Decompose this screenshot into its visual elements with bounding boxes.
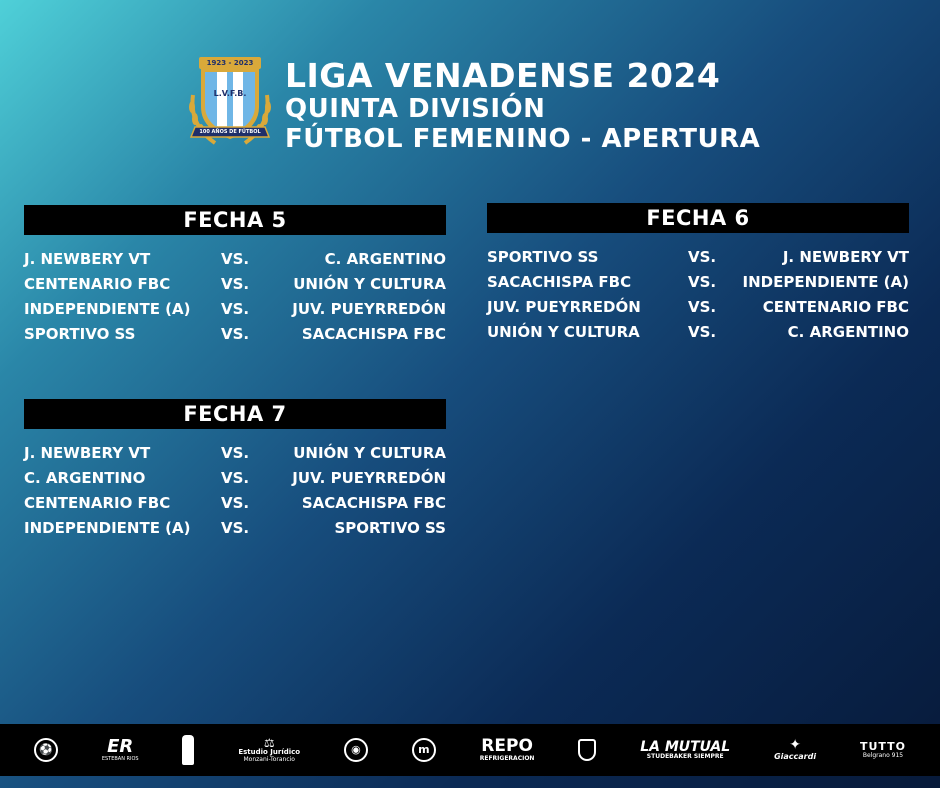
- home-team: INDEPENDIENTE (A): [24, 519, 191, 537]
- away-team: JUV. PUEYRREDÓN: [292, 300, 446, 318]
- home-team: SPORTIVO SS: [487, 248, 599, 266]
- sponsor-name: REPO: [481, 735, 533, 756]
- match-row: [24, 441, 446, 466]
- fecha-title: FECHA 6: [487, 203, 909, 233]
- away-team: UNIÓN Y CULTURA: [293, 275, 446, 293]
- sponsor-logo: [238, 737, 300, 763]
- vs-label: VS.: [221, 250, 250, 268]
- vs-label: VS.: [221, 494, 250, 512]
- match-row: [24, 297, 446, 322]
- sponsor-logo: [578, 739, 596, 761]
- home-team: SPORTIVO SS: [24, 325, 136, 343]
- vs-label: VS.: [221, 325, 250, 343]
- vs-label: VS.: [688, 273, 717, 291]
- crest-letters: L.V.F.B.: [213, 89, 247, 98]
- away-team: SACACHISPA FBC: [301, 325, 446, 343]
- sponsor-logo: [34, 738, 58, 762]
- sponsor-subtitle: ESTEBAN RIOS: [101, 755, 139, 762]
- match-row: [24, 272, 446, 297]
- page-subtitle-2: FÚTBOL FEMENINO - APERTURA: [285, 124, 761, 154]
- vs-label: VS.: [221, 275, 250, 293]
- page-subtitle: QUINTA DIVISIÓN: [285, 94, 546, 124]
- bottle-icon: [182, 735, 194, 765]
- fecha-7-block: [24, 399, 446, 541]
- away-team: C. ARGENTINO: [324, 250, 446, 268]
- vs-label: VS.: [221, 519, 250, 537]
- sponsor-logo: [774, 738, 816, 761]
- away-team: UNIÓN Y CULTURA: [293, 444, 446, 462]
- sponsor-logo: [344, 738, 368, 762]
- vs-label: VS.: [221, 469, 250, 487]
- page-title: LIGA VENADENSE 2024: [285, 56, 721, 95]
- away-team: CENTENARIO FBC: [762, 298, 909, 316]
- sponsor-subtitle: REFRIGERACION: [479, 754, 535, 762]
- sponsor-name: Giaccardi: [774, 752, 817, 762]
- sponsor-logo: [182, 735, 194, 765]
- home-team: JUV. PUEYRREDÓN: [487, 298, 641, 316]
- fecha-5-block: [24, 205, 446, 347]
- away-team: JUV. PUEYRREDÓN: [292, 469, 446, 487]
- vs-label: VS.: [688, 298, 717, 316]
- bird-icon: ✦: [789, 737, 801, 754]
- match-row: [487, 245, 909, 270]
- sponsor-logo: [640, 740, 730, 761]
- home-team: UNIÓN Y CULTURA: [487, 323, 640, 341]
- away-team: C. ARGENTINO: [787, 323, 909, 341]
- match-row: [24, 491, 446, 516]
- home-team: INDEPENDIENTE (A): [24, 300, 191, 318]
- fecha-6-block: [487, 203, 909, 345]
- away-team: J. NEWBERY VT: [782, 248, 909, 266]
- sponsor-name: TUTTO: [859, 740, 906, 754]
- header-titles: [285, 56, 761, 154]
- vs-label: VS.: [221, 444, 250, 462]
- fecha-title: FECHA 7: [24, 399, 446, 429]
- crest-years: 1923 - 2023: [206, 59, 254, 67]
- sponsors-bar: [0, 724, 940, 776]
- fecha-title: FECHA 5: [24, 205, 446, 235]
- sponsor-logo: [479, 735, 535, 762]
- match-row: [24, 516, 446, 541]
- away-team: SPORTIVO SS: [334, 519, 446, 537]
- sponsor-subtitle: Monzani-Torancio: [243, 755, 295, 763]
- match-row: [24, 247, 446, 272]
- crest-ribbon: 100 AÑOS DE FÚTBOL: [199, 129, 261, 135]
- home-team: J. NEWBERY VT: [24, 444, 151, 462]
- away-team: SACACHISPA FBC: [301, 494, 446, 512]
- match-row: [24, 322, 446, 347]
- vs-label: VS.: [221, 300, 250, 318]
- home-team: CENTENARIO FBC: [24, 275, 171, 293]
- home-team: CENTENARIO FBC: [24, 494, 171, 512]
- home-team: C. ARGENTINO: [24, 469, 146, 487]
- vs-label: VS.: [688, 323, 717, 341]
- sponsor-subtitle: Belgrano 915: [862, 751, 904, 759]
- sponsor-name: ER: [107, 735, 134, 757]
- sponsor-name: Estudio Jurídico: [238, 748, 301, 757]
- mf-circle-icon: m: [412, 738, 436, 762]
- vs-label: VS.: [688, 248, 717, 266]
- match-row: [487, 270, 909, 295]
- home-team: SACACHISPA FBC: [487, 273, 632, 291]
- sponsor-name: LA MUTUAL: [640, 738, 731, 755]
- match-row: [487, 320, 909, 345]
- sponsor-subtitle: STUDEBAKER SIEMPRE: [646, 753, 724, 761]
- scales-icon: ⚖: [263, 735, 275, 750]
- header: [185, 55, 805, 165]
- brand-circle-icon: ◉: [344, 738, 368, 762]
- sponsor-logo: [860, 741, 906, 759]
- ball-icon: ⚽: [34, 738, 58, 762]
- sponsor-logo: [101, 735, 139, 762]
- sponsor-logo: [412, 738, 436, 762]
- match-row: [487, 295, 909, 320]
- away-team: INDEPENDIENTE (A): [742, 273, 909, 291]
- shield-icon: [578, 739, 596, 761]
- home-team: J. NEWBERY VT: [24, 250, 151, 268]
- match-row: [24, 466, 446, 491]
